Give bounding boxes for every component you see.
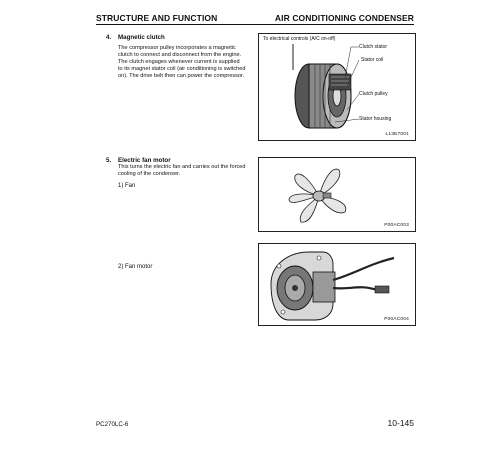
section-4-body	[118, 45, 268, 80]
figure-3-code: P00AC004	[384, 317, 409, 322]
figure-magnetic-clutch	[258, 33, 416, 141]
section-5-number: 5.	[106, 157, 112, 164]
figure-1-label-electrical: To electrical controls (A/C on-off)	[263, 36, 336, 42]
item-fan: 1) Fan	[118, 183, 136, 189]
item-fan-motor: 2) Fan motor	[118, 264, 153, 270]
footer-model: PC270LC-6	[96, 421, 129, 428]
clutch-drawing	[259, 34, 415, 140]
section-4-line: to its magnet stator coil (air conditioning is switched	[118, 66, 246, 73]
section-5-heading	[106, 157, 171, 164]
figure-1-label-clutch-pulley: Clutch pulley	[359, 91, 388, 97]
section-4-heading	[106, 34, 165, 41]
section-5-title: Electric fan motor	[118, 157, 171, 164]
figure-1-label-stator-coil: Stator coil	[361, 57, 384, 63]
figure-1-label-clutch-stator: Clutch stator	[359, 44, 388, 50]
figure-fan-motor	[258, 243, 416, 326]
header-section-title: STRUCTURE AND FUNCTION	[96, 13, 218, 23]
header-chapter-title: AIR CONDITIONING CONDENSER	[274, 13, 414, 23]
footer-page-number: 10-145	[387, 418, 414, 428]
section-4-number: 4.	[106, 34, 112, 41]
figure-1-label-stator-housing: Stator housing	[359, 116, 392, 122]
figure-fan	[258, 157, 416, 232]
section-4-title: Magnetic clutch	[118, 34, 165, 41]
section-5-line: cooling of the condenser.	[118, 171, 181, 178]
fan-drawing	[259, 158, 415, 231]
section-5-body	[118, 164, 268, 178]
section-4-line: on). The drive belt then can power the compressor.	[118, 73, 245, 80]
section-4-line: The compressor pulley incorporates a magnetic	[118, 45, 236, 51]
figure-1-code: L13E7001	[385, 132, 409, 137]
header-rule	[96, 24, 414, 25]
section-4-line: The clutch engages whenever current is supplied	[118, 59, 240, 66]
section-5-line: This turns the electric fan and carries out the forced	[118, 164, 246, 170]
fan-motor-drawing	[259, 244, 415, 325]
section-4-line: clutch to connect and disconnect from the engine.	[118, 52, 242, 59]
figure-2-code: P00AC003	[384, 223, 409, 228]
